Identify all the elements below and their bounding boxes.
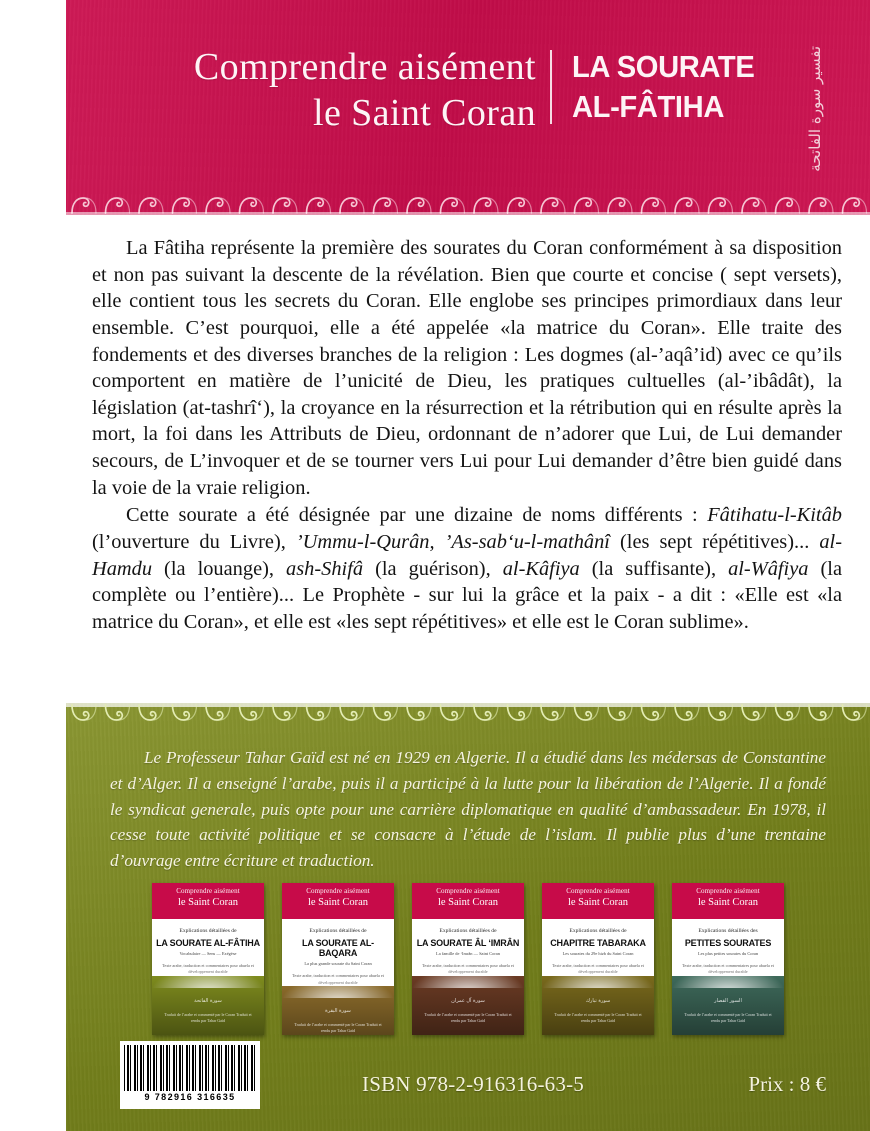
arabic-name-italic: al-Kâfiya <box>502 557 580 580</box>
back-cover-description <box>66 215 870 703</box>
book-credit-line: Traduit de l’arabe et commenté par le Coran Traduit et rendu par Tahar Gaïd <box>164 1011 252 1024</box>
book-thumbnail-title: PETITES SOURATES <box>684 936 772 948</box>
description-run: (les sept répétitives)... <box>609 530 820 553</box>
cover-footer <box>66 703 870 1131</box>
book-cover-bottom <box>412 976 524 1035</box>
book-credit-line: Traduit de l’arabe et commenté par le Coran Traduit et rendu par Tahar Gaïd <box>684 1011 772 1024</box>
book-explication-label: Explications détaillées de <box>309 928 367 934</box>
book-subtitle-line-2: AL-FÂTIHA <box>572 88 725 124</box>
description-paragraph-2 <box>92 502 842 635</box>
book-thumbnail-title: LA SOURATE AL-BAQARA <box>302 936 374 959</box>
book-thumbnail-subtitle: Vocabulaire — Sens — Exégèse <box>179 951 237 957</box>
book-thumbnail-title: CHAPITRE TABARAKA <box>550 936 646 948</box>
book-thumbnail-subtitle: Les plus petites sourates du Coran <box>697 951 759 957</box>
book-arabic-title: السور القصار <box>714 997 742 1004</box>
book-title-band <box>412 883 524 919</box>
book-title-band <box>282 883 394 919</box>
book-title <box>66 44 536 137</box>
book-title-band <box>152 883 264 919</box>
barcode-number: 9 782916 316635 <box>144 1092 236 1102</box>
book-explication-label: Explications détaillées de <box>179 928 237 934</box>
arabic-name-italic: al-Wâfiya <box>728 557 809 580</box>
book-thumbnail-subtitle: La famille de ‘Imrân — Saint Coran <box>436 951 500 957</box>
author-biography: Le Professeur Tahar Gaïd est né en 1929 en Algerie. Il a étudié dans les médersas de Constantine et d’Alger. Il a enseigné l’arabe, puis il a participé à la lutte pour la libération de l’Algerie. Il a fondé le syndicat generale, puis opte pour une carrière diplomatique en qualité d’ambassadeur. En 1978, il cesse toute activité politique et se consacre à l’étude de l’islam. Il publie plus d’une trentaine d’ouvrage entre écriture et traduction. <box>110 748 826 871</box>
header-ornament-band <box>66 185 870 215</box>
book-cover-bottom <box>672 976 784 1035</box>
book-explication-label: Explications détaillées de <box>439 928 497 934</box>
book-band-line-2: le Saint Coran <box>177 896 239 908</box>
scroll-ornament-icon <box>66 703 870 731</box>
book-thumbnail-subtitle: Les sourates du 29e hizb du Saint Coran <box>562 951 634 957</box>
book-cover-bottom <box>152 976 264 1035</box>
book-title-line-2: le Saint Coran <box>312 92 536 135</box>
book-explication-label: Explications détaillées des <box>698 928 758 934</box>
cover-header <box>66 0 870 215</box>
book-band-line-1: Comprendre aisément <box>176 887 240 895</box>
book-cover-bottom <box>542 976 654 1035</box>
book-explication-label: Explications détaillées de <box>569 928 627 934</box>
description-run: (l’ouverture du Livre), <box>92 530 296 553</box>
book-title-band <box>672 883 784 919</box>
book-title-line-1: Comprendre aisément <box>193 46 536 88</box>
book-thumbnail-title: LA SOURATE AL-FÂTIHA <box>156 936 260 948</box>
description-paragraph-1: La Fâtiha représente la première des sourates du Coran conformément à sa disposition et non pas suivant la descente de la révélation. Bien que courte et concise ( sept versets), elle contient tous les secrets du Coran. Elle englobe ses principes primordiaux dans leur ensemble. C’est pourquoi, elle a été appelée «la matrice du Coran». Elle traite des fondements et des diverses branches de la religion : Les dogmes (al-’aqâ’id) avec ce qu’ils comportent en matière de l’unicité de Dieu, les pratiques cultuelles (al-’ibâdât), la législation (at-tashrî‘), la croyance en la résurrection et la rétribution qui en résulte après la mort, la foi dans les Attributs de Dieu, ordonnant de n’adorer que Lui, de Lui demander secours, de L’invoquer et de se tourner vers Lui pour Lui demander d’être bien guidé dans la voie de la vraie religion. <box>92 237 842 499</box>
book-arabic-title: سورة البقرة <box>325 1007 351 1014</box>
footer-ornament-band <box>66 703 870 731</box>
book-band-line-2: le Saint Coran <box>307 896 369 908</box>
arabic-name-italic: ’Ummu-l-Qurân, ’As-sab‘u-l-mathânî <box>295 530 610 553</box>
book-subtitle <box>552 47 766 126</box>
book-thumbnail-title: LA SOURATE ÂL ‘IMRÂN <box>416 936 520 948</box>
description-run: (la louange), <box>152 557 287 580</box>
book-band-line-1: Comprendre aisément <box>436 887 500 895</box>
related-book-thumbnail[interactable] <box>152 883 264 1035</box>
book-thumbnail-subtitle: La plus grande sourate du Saint Coran <box>304 961 372 967</box>
related-books-row <box>66 883 870 1035</box>
book-band-line-1: Comprendre aisément <box>566 887 630 895</box>
book-arabic-title: سورة آل عمران <box>451 997 485 1004</box>
book-arabic-title: سورة تبارك <box>585 997 611 1004</box>
arabic-name-italic: ash-Shifâ <box>286 557 364 580</box>
related-book-thumbnail[interactable] <box>412 883 524 1035</box>
barcode <box>120 1041 260 1109</box>
description-run: Cette sourate a été désignée par une dizaine de noms différents : <box>126 504 708 527</box>
arabic-vertical-title-text: تفسير سورة الفاتحة <box>806 46 824 172</box>
related-book-thumbnail[interactable] <box>542 883 654 1035</box>
arabic-name-italic: Fâtihatu-l-Kitâb <box>707 504 842 527</box>
related-book-thumbnail[interactable] <box>282 883 394 1035</box>
book-credit-line: Traduit de l’arabe et commenté par le Coran Traduit et rendu par Tahar Gaïd <box>294 1021 382 1034</box>
price-text: Prix : 8 € <box>748 1072 826 1096</box>
book-arabic-title: سورة الفاتحة <box>194 997 222 1004</box>
book-band-line-2: le Saint Coran <box>567 896 629 908</box>
book-title-band <box>542 883 654 919</box>
description-run: (la suffisante), <box>579 557 729 580</box>
description-run: (la complète ou l’entière)... Le Prophète - sur lui la grâce et la paix - a dit : «Elle est «la matrice du Coran», et elle est «les sept répétitives» et elle est le Coran sublime». <box>92 557 842 633</box>
isbn-text: ISBN 978-2-916316-63-5 <box>362 1072 584 1096</box>
book-band-line-2: le Saint Coran <box>437 896 499 908</box>
book-band-line-1: Comprendre aisément <box>696 887 760 895</box>
arabic-vertical-title <box>798 46 832 176</box>
description-run: (la guérison), <box>363 557 503 580</box>
book-cover-bottom <box>282 986 394 1035</box>
book-credit-line: Traduit de l’arabe et commenté par le Coran Traduit et rendu par Tahar Gaïd <box>554 1011 642 1024</box>
book-band-line-1: Comprendre aisément <box>306 887 370 895</box>
scroll-ornament-icon <box>66 185 870 215</box>
arabic-name-italic: al-Hamdu <box>92 530 842 580</box>
book-credit-line: Traduit de l’arabe et commenté par le Coran Traduit et rendu par Tahar Gaïd <box>424 1011 512 1024</box>
book-band-line-2: le Saint Coran <box>697 896 759 908</box>
related-book-thumbnail[interactable] <box>672 883 784 1035</box>
barcode-bars <box>124 1045 256 1091</box>
book-subtitle-line-1: LA SOURATE <box>572 49 755 84</box>
